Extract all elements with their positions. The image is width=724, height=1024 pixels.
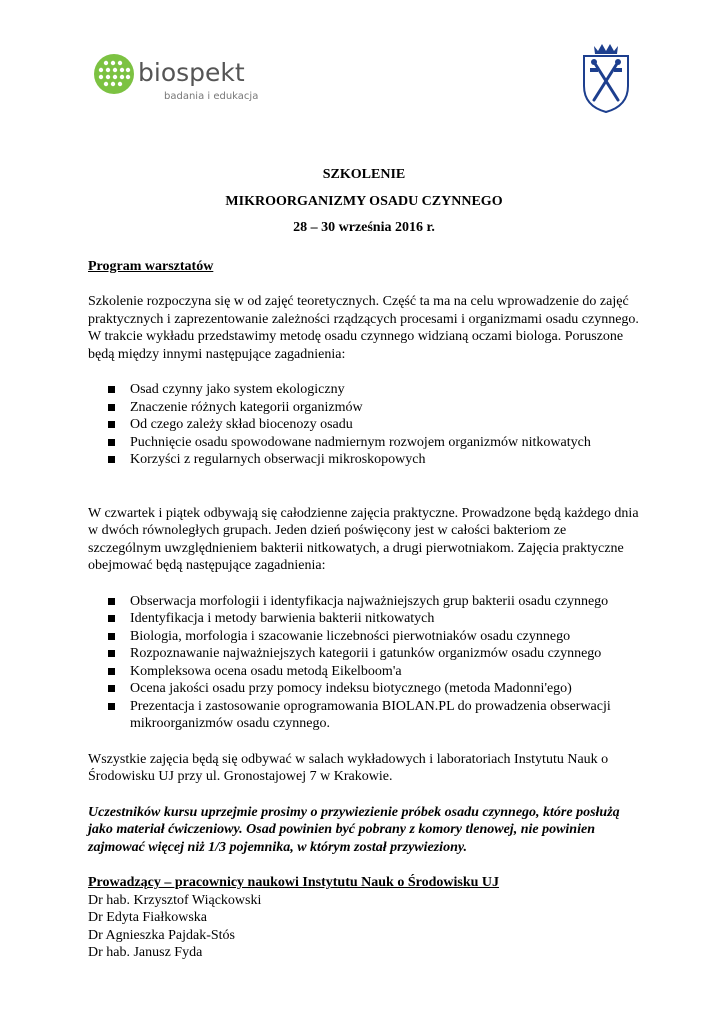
university-crest-logo <box>580 40 632 114</box>
list-item: Obserwacja morfologii i identyfikacja najważniejszych grup bakterii osadu czynnego <box>130 593 640 611</box>
instructor-name: Dr Agnieszka Pajdak-Stós <box>88 927 235 943</box>
list-item: Ocena jakości osadu przy pomocy indeksu biotycznego (metoda Madonni'ego) <box>130 680 640 698</box>
list-item: Osad czynny jako system ekologiczny <box>130 381 640 399</box>
document-content <box>88 166 640 962</box>
biospekt-logo <box>92 50 272 108</box>
instructor-name: Dr hab. Janusz Fyda <box>88 945 203 960</box>
title-line-1: SZKOLENIE <box>322 167 406 182</box>
practice-paragraph: W czwartek i piątek odbywają się całodzienne zajęcia praktyczne. Prowadzone będą każdego dnia w dwóch równoległych grupach. Jeden dzień poświęcony jest w całości bakteriom ze szczególnym uwzględnieniem bakterii nitkowatych, a drugi pierwotniakom. Zajęcia praktyczne obejmować będą następujące zagadnienia: <box>88 505 639 573</box>
program-heading: Program warsztatów <box>88 258 214 274</box>
title-line-2: MIKROORGANIZMY OSADU CZYNNEGO <box>225 193 503 209</box>
instructors-heading: Prowadzący – pracownicy naukowi Instytutu Nauk o Środowisku UJ <box>88 875 499 890</box>
list-item: Rozpoznawanie najważniejszych kategorii i gatunków organizmów osadu czynnego <box>130 645 640 663</box>
instructor-name: Dr Edyta Fiałkowska <box>88 910 207 925</box>
list-item: Identyfikacja i metody barwienia bakterii nitkowatych <box>130 610 640 628</box>
list-item: Puchnięcie osadu spowodowane nadmiernym rozwojem organizmów nitkowatych <box>130 434 640 452</box>
list-item: Prezentacja i zastosowanie oprogramowania BIOLAN.PL do prowadzenia obserwacji mikroorganizmów osadu czynnego. <box>130 698 640 733</box>
list-item: Korzyści z regularnych obserwacji mikroskopowych <box>130 451 640 469</box>
list-item: Znaczenie różnych kategorii organizmów <box>130 399 640 417</box>
biospekt-logo-tagline: badania i edukacja <box>164 91 259 102</box>
list-item: Biologia, morfologia i szacowanie liczebności pierwotniaków osadu czynnego <box>130 628 640 646</box>
title-line-3: 28 – 30 września 2016 r. <box>293 220 435 235</box>
biospekt-logo-name: biospekt <box>138 58 245 87</box>
list-item: Kompleksowa ocena osadu metodą Eikelboom'a <box>130 663 640 681</box>
list-item: Od czego zależy skład biocenozy osadu <box>130 416 640 434</box>
intro-paragraph: Szkolenie rozpoczyna się w od zajęć teoretycznych. Część ta ma na celu wprowadzenie do zajęć praktycznych i zaprezentowanie zależności rządzących procesami i organizmami osadu czynnego. W trakcie wykładu przedstawimy metodę osadu czynnego widzianą oczami biologa. Poruszone będą między innymi następujące zagadnienia: <box>88 294 639 362</box>
instructor-name: Dr hab. Krzysztof Wiąckowski <box>88 892 262 908</box>
practice-topics-list <box>88 593 640 733</box>
location-paragraph: Wszystkie zajęcia będą się odbywać w salach wykładowych i laboratoriach Instytutu Nauk o Środowisku UJ przy ul. Gronostajowej 7 w Krakowie. <box>88 751 609 784</box>
sample-notice-paragraph: Uczestników kursu uprzejmie prosimy o przywiezienie próbek osadu czynnego, które posłużą jako materiał ćwiczeniowy. Osad powinien być pobrany z komory tlenowej, nie powinien zajmować więcej niż 1/3 pojemnika, w którym został przywieziony. <box>88 804 620 855</box>
theory-topics-list <box>88 381 640 469</box>
